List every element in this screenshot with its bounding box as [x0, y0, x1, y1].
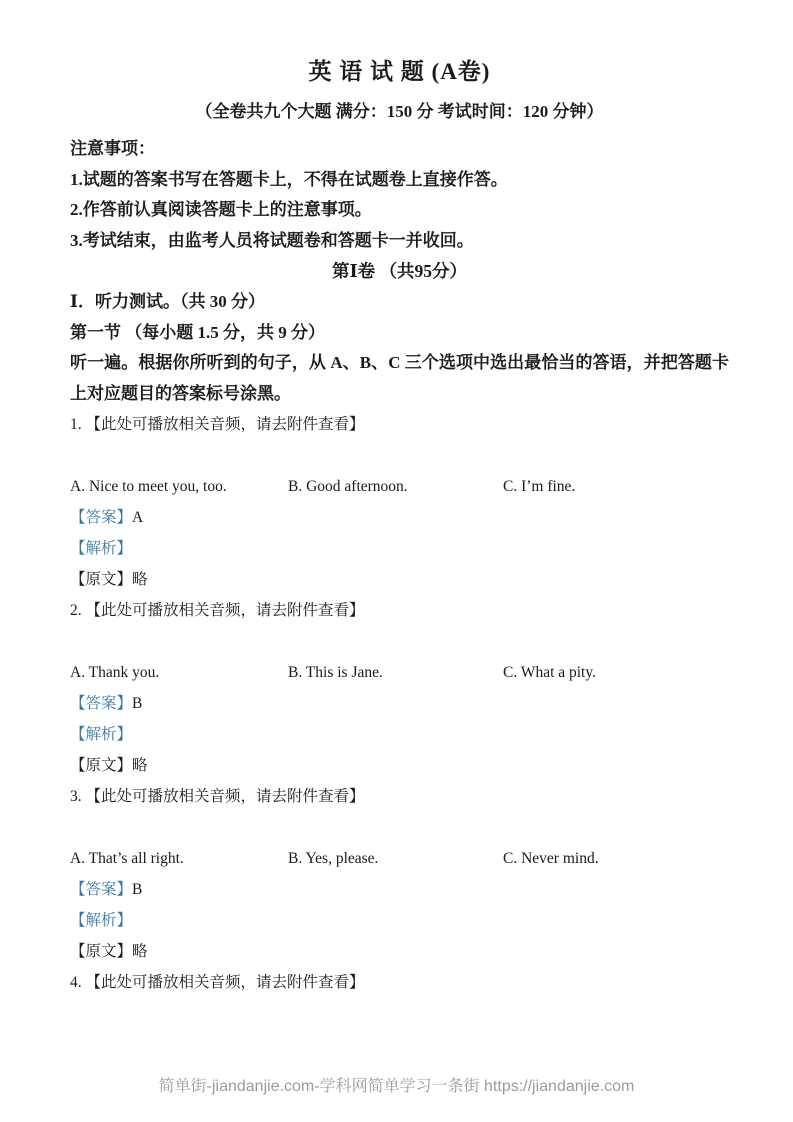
section-instructions: 听一遍。根据你所听到的句子，从 A、B、C 三个选项中选出最恰当的答语，并把答题卡上对应题目的答案标号涂黑。 — [70, 353, 729, 403]
notice-item-1: 1.试题的答案书写在答题卡上，不得在试题卷上直接作答。 — [70, 169, 508, 189]
answer-value: B — [132, 695, 143, 712]
answer-value: B — [132, 881, 143, 898]
answer-value: A — [132, 509, 144, 526]
footer — [0, 1073, 793, 1096]
answer-label: 【答案】 — [70, 881, 133, 898]
original-line — [70, 750, 729, 781]
options-row — [70, 471, 729, 502]
question-block-1 — [70, 409, 729, 595]
notice-item-3: 3.考试结束，由监考人员将试题卷和答题卡一并收回。 — [70, 230, 474, 250]
original-label: 【原文】 — [70, 943, 133, 960]
original-value: 略 — [132, 571, 148, 588]
option-a: A. That’s all right. — [70, 850, 184, 867]
original-label: 【原文】 — [70, 571, 133, 588]
question-prompt: 2. 【此处可播放相关音频，请去附件查看】 — [70, 602, 365, 619]
audio-placeholder — [70, 812, 729, 843]
notice-heading: 注意事项： — [70, 139, 155, 158]
option-a: A. Nice to meet you, too. — [70, 478, 227, 495]
answer-label: 【答案】 — [70, 509, 133, 526]
original-label: 【原文】 — [70, 757, 133, 774]
section-title: Ⅰ．听力测试。（共 30 分） — [70, 292, 265, 311]
subsection-title: 第一节 （每小题 1.5 分，共 9 分） — [70, 322, 325, 342]
question-block-2 — [70, 595, 729, 781]
notice-item-2: 2.作答前认真阅读答题卡上的注意事项。 — [70, 200, 372, 219]
option-c: C. Never mind. — [503, 850, 599, 867]
options-row — [70, 843, 729, 874]
answer-label: 【答案】 — [70, 695, 133, 712]
question-prompt: 4. 【此处可播放相关音频，请去附件查看】 — [70, 974, 365, 991]
exam-meta: （全卷共九个大题 满分：150 分 考试时间：120 分钟） — [195, 102, 604, 121]
question-block-4 — [70, 967, 729, 998]
analysis-label: 【解析】 — [70, 726, 133, 743]
footer-watermark-link[interactable]: 简单街-jiandanjie.com-学科网简单学习一条街 https://jiandanjie.com — [158, 1078, 635, 1095]
original-value: 略 — [132, 757, 148, 774]
option-b: B. Yes, please. — [288, 850, 379, 867]
audio-placeholder — [70, 626, 729, 657]
option-a: A. Thank you. — [70, 664, 160, 681]
option-b: B. This is Jane. — [288, 664, 383, 681]
original-value: 略 — [132, 943, 148, 960]
analysis-label: 【解析】 — [70, 540, 133, 557]
original-line — [70, 564, 729, 595]
answer-line — [70, 502, 729, 533]
page-title: 英 语 试 题 (A卷) — [308, 59, 491, 84]
option-c: C. I’m fine. — [503, 478, 576, 495]
question-prompt: 1. 【此处可播放相关音频，请去附件查看】 — [70, 416, 365, 433]
options-row — [70, 657, 729, 688]
answer-line — [70, 688, 729, 719]
answer-line — [70, 874, 729, 905]
notice-section — [70, 134, 729, 256]
question-prompt: 3. 【此处可播放相关音频，请去附件查看】 — [70, 788, 365, 805]
audio-placeholder — [70, 440, 729, 471]
analysis-label: 【解析】 — [70, 912, 133, 929]
option-c: C. What a pity. — [503, 664, 596, 681]
question-block-3 — [70, 781, 729, 967]
part-title: 第Ⅰ卷 （共95分） — [331, 261, 468, 281]
option-b: B. Good afternoon. — [288, 478, 408, 495]
original-line — [70, 936, 729, 967]
